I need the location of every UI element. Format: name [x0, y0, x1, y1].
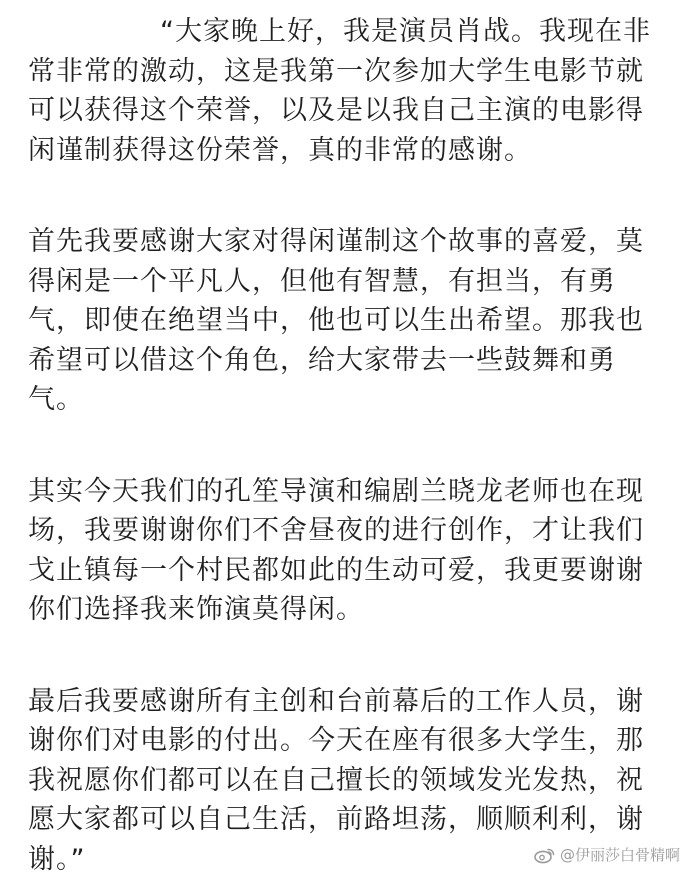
- text-line: 愿大家都可以自己生活，前路坦荡，顺顺利利，谢: [28, 800, 678, 840]
- weibo-icon: [534, 846, 556, 864]
- weibo-watermark: [534, 846, 680, 864]
- text-line: 戈止镇每一个村民都如此的生动可爱，我更要谢谢: [28, 551, 678, 591]
- text-line: 谢你们对电影的付出。今天在座有很多大学生，那: [28, 721, 678, 761]
- text-line: 首先我要感谢大家对得闲谨制这个故事的喜爱，莫: [28, 222, 678, 262]
- text-line: “大家晚上好，我是演员肖战。我现在非: [28, 12, 678, 52]
- paragraph-greeting: [28, 12, 678, 170]
- paragraph-thanks-creators: [28, 472, 678, 630]
- text-line: 希望可以借这个角色，给大家带去一些鼓舞和勇: [28, 341, 678, 381]
- text-line: 谢。”: [28, 840, 678, 879]
- text-line: 其实今天我们的孔笙导演和编剧兰晓龙老师也在现: [28, 472, 678, 512]
- text-line: 气。: [28, 380, 678, 420]
- text-line: 闲谨制获得这份荣誉，真的非常的感谢。: [28, 131, 678, 171]
- cropped-previous-line: [186, 0, 656, 2]
- paragraph-thanks-story: [28, 222, 678, 420]
- text-line: 你们选择我来饰演莫得闲。: [28, 590, 678, 630]
- watermark-text: @伊丽莎白骨精啊: [560, 846, 680, 864]
- text-line: 最后我要感谢所有主创和台前幕后的工作人员，谢: [28, 682, 678, 722]
- paragraph-gap: [28, 420, 678, 472]
- text-line: 得闲是一个平凡人，但他有智慧，有担当，有勇: [28, 262, 678, 302]
- text-line: 气，即使在绝望当中，他也可以生出希望。那我也: [28, 301, 678, 341]
- text-line: 常非常的激动，这是我第一次参加大学生电影节就: [28, 52, 678, 92]
- paragraph-gap: [28, 630, 678, 682]
- text-line: 可以获得这个荣誉，以及是以我自己主演的电影得: [28, 91, 678, 131]
- text-line: 场，我要谢谢你们不舍昼夜的进行创作，才让我们: [28, 511, 678, 551]
- paragraph-gap: [28, 170, 678, 222]
- text-line: 我祝愿你们都可以在自己擅长的领域发光发热，祝: [28, 761, 678, 801]
- speech-transcript: [28, 12, 678, 879]
